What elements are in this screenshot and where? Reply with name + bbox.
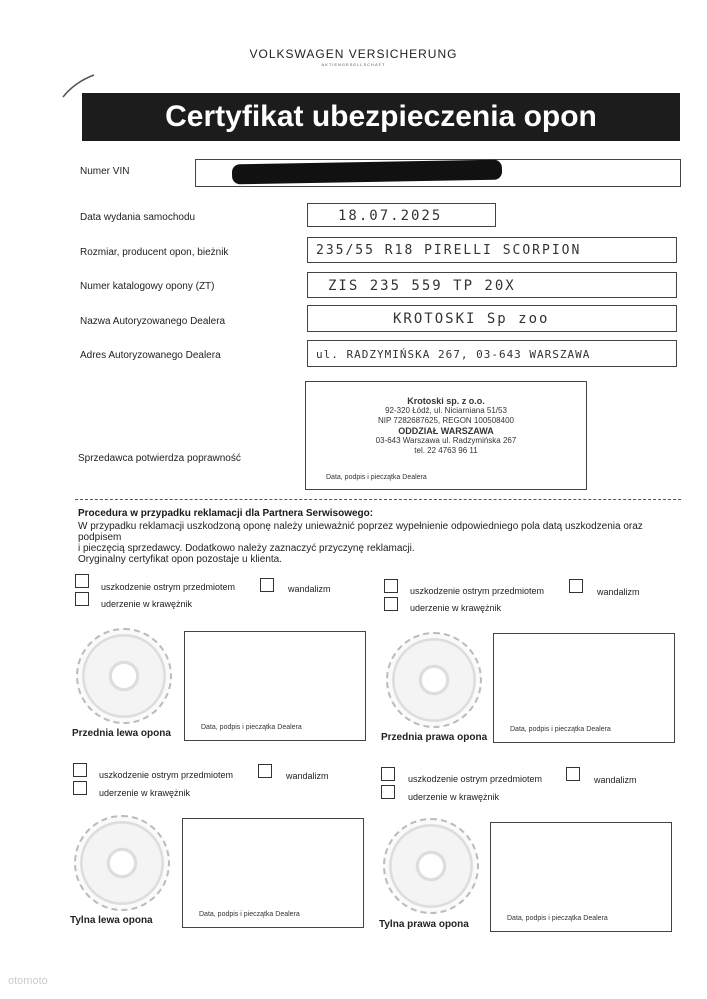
delivery-date-field[interactable]: 18.07.2025 bbox=[307, 203, 496, 227]
stamp-text bbox=[306, 396, 586, 456]
tire-size-label: Rozmiar, producent opon, bieżnik bbox=[80, 247, 229, 258]
curb-label: uderzenie w krawężnik bbox=[410, 603, 502, 613]
stamp-line: Krotoski sp. z o.o. bbox=[407, 396, 485, 406]
sharp-object-checkbox[interactable] bbox=[381, 767, 395, 781]
signature-caption: Data, podpis i pieczątka Dealera bbox=[199, 911, 300, 918]
curb-checkbox[interactable] bbox=[73, 781, 87, 795]
dealer-name-field[interactable]: KROTOSKI Sp zoo bbox=[307, 305, 677, 332]
vandalism-label: wandalizm bbox=[594, 775, 637, 785]
vandalism-checkbox[interactable] bbox=[260, 578, 274, 592]
curb-label: uderzenie w krawężnik bbox=[99, 788, 191, 798]
procedure-line: Oryginalny certyfikat opon pozostaje u klienta. bbox=[78, 554, 282, 565]
dealer-name-label: Nazwa Autoryzowanego Dealera bbox=[80, 316, 226, 327]
stamp-line: 03-643 Warszawa ul. Radzymińska 267 bbox=[375, 436, 517, 445]
sharp-object-checkbox[interactable] bbox=[75, 574, 89, 588]
curb-label: uderzenie w krawężnik bbox=[408, 792, 500, 802]
sharp-object-label: uszkodzenie ostrym przedmiotem bbox=[410, 586, 545, 596]
front-right-tire-label: Przednia prawa opona bbox=[381, 732, 488, 743]
divider bbox=[75, 499, 681, 500]
tire-icon bbox=[76, 628, 172, 724]
dealer-address-label: Adres Autoryzowanego Dealera bbox=[80, 350, 221, 361]
signature-caption: Data, podpis i pieczątka Dealera bbox=[201, 724, 302, 731]
procedure-title: Procedura w przypadku reklamacji dla Partnera Serwisowego: bbox=[78, 508, 374, 519]
brand-name: VOLKSWAGEN VERSICHERUNG bbox=[249, 47, 458, 61]
tire-icon bbox=[386, 632, 482, 728]
catalog-number-label: Numer katalogowy opony (ZT) bbox=[80, 281, 215, 292]
stamp-line: ODDZIAŁ WARSZAWA bbox=[398, 426, 494, 436]
sharp-object-checkbox[interactable] bbox=[73, 763, 87, 777]
watermark: otomoto bbox=[8, 975, 48, 987]
stamp-line: tel. 22 4763 96 11 bbox=[414, 446, 478, 455]
curb-checkbox[interactable] bbox=[381, 785, 395, 799]
sharp-object-checkbox[interactable] bbox=[384, 579, 398, 593]
sharp-object-label: uszkodzenie ostrym przedmiotem bbox=[408, 774, 543, 784]
curb-checkbox[interactable] bbox=[75, 592, 89, 606]
vandalism-label: wandalizm bbox=[286, 771, 329, 781]
sharp-object-label: uszkodzenie ostrym przedmiotem bbox=[101, 582, 236, 592]
rear-right-signature-box[interactable] bbox=[490, 822, 672, 932]
front-right-signature-box[interactable] bbox=[493, 633, 675, 743]
vin-label: Numer VIN bbox=[80, 166, 130, 177]
vin-field[interactable] bbox=[195, 159, 681, 187]
stamp-line: 92-320 Łódź, ul. Niciarniana 51/53 bbox=[385, 406, 507, 415]
signature-caption: Data, podpis i pieczątka Dealera bbox=[510, 726, 611, 733]
rear-left-tire-label: Tylna lewa opona bbox=[70, 915, 153, 926]
procedure-text bbox=[78, 521, 688, 565]
sharp-object-label: uszkodzenie ostrym przedmiotem bbox=[99, 770, 234, 780]
vin-redaction bbox=[232, 160, 502, 185]
curb-checkbox[interactable] bbox=[384, 597, 398, 611]
stamp-caption: Data, podpis i pieczątka Dealera bbox=[326, 474, 427, 481]
vandalism-checkbox[interactable] bbox=[258, 764, 272, 778]
delivery-date-label: Data wydania samochodu bbox=[80, 212, 196, 223]
brand-subtitle: AKTIENGESELLSCHAFT bbox=[321, 62, 386, 67]
certificate-title: Certyfikat ubezpieczenia opon bbox=[82, 93, 680, 141]
front-left-tire-label: Przednia lewa opona bbox=[72, 728, 171, 739]
vandalism-checkbox[interactable] bbox=[566, 767, 580, 781]
tire-icon bbox=[74, 815, 170, 911]
stamp-line: NIP 7282687625, REGON 100508400 bbox=[378, 416, 514, 425]
procedure-line: i pieczęcią sprzedawcy. Dodatkowo należy zaznaczyć przyczynę reklamacji. bbox=[78, 543, 415, 554]
vandalism-label: wandalizm bbox=[597, 587, 640, 597]
procedure-line: W przypadku reklamacji uszkodzoną oponę należy unieważnić poprzez wypełnienie odpowiedniego pola datą uszkodzenia oraz podpisem bbox=[78, 521, 643, 543]
vandalism-checkbox[interactable] bbox=[569, 579, 583, 593]
tire-size-field[interactable]: 235/55 R18 PIRELLI SCORPION bbox=[307, 237, 677, 263]
signature-caption: Data, podpis i pieczątka Dealera bbox=[507, 915, 608, 922]
dealer-stamp-box[interactable] bbox=[305, 381, 587, 490]
rear-right-tire-label: Tylna prawa opona bbox=[379, 919, 469, 930]
curb-label: uderzenie w krawężnik bbox=[101, 599, 193, 609]
dealer-address-field[interactable]: ul. RADZYMIŃSKA 267, 03-643 WARSZAWA bbox=[307, 340, 677, 367]
rear-left-signature-box[interactable] bbox=[182, 818, 364, 928]
catalog-number-field[interactable]: ZIS 235 559 TP 20X bbox=[307, 272, 677, 298]
front-left-signature-box[interactable] bbox=[184, 631, 366, 741]
tire-icon bbox=[383, 818, 479, 914]
seller-confirm-label: Sprzedawca potwierdza poprawność bbox=[78, 453, 241, 464]
vandalism-label: wandalizm bbox=[288, 584, 331, 594]
